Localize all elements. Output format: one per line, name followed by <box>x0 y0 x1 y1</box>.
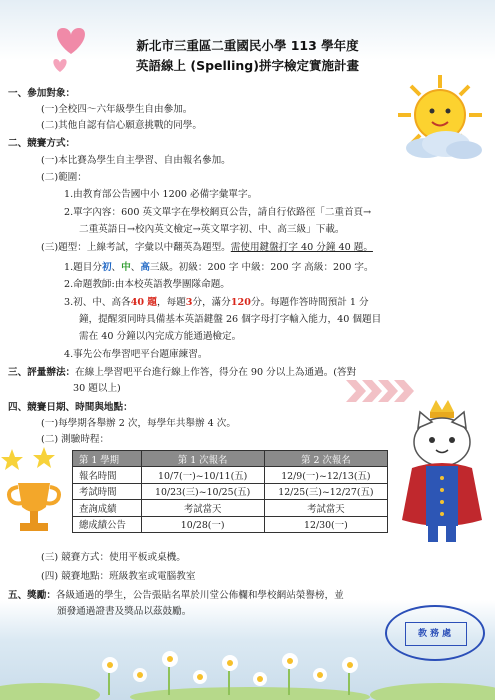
section-3-text: 30 題以上) <box>73 383 121 394</box>
section-1-item: (二)其他自認有信心願意挑戰的同學。 <box>41 120 202 131</box>
table-row <box>73 500 388 516</box>
schedule-table <box>72 450 388 533</box>
section-5-heading: 五、獎勵： <box>8 590 56 601</box>
table-cell: 12/30(一) <box>264 516 387 532</box>
table-cell: 考試時間 <box>73 483 142 499</box>
section-2-item: (二)範圍： <box>41 172 87 183</box>
seal-label: 教務處 <box>405 622 467 646</box>
level-intermediate: 中 <box>121 262 131 273</box>
section-5-text: 頒發通過證書及獎品以茲鼓勵。 <box>57 606 192 617</box>
section-2-subitem: 2.命題教師:由本校英語教學團隊命題。 <box>64 279 230 290</box>
section-2-item: (一)本比賽為學生自主學習、自由報名參加。 <box>41 155 231 166</box>
table-header-cell: 第 1 學期 <box>73 451 142 467</box>
scoring-text: 分。每題作答時間預計 1 分 <box>250 297 369 308</box>
table-cell: 10/23(三)~10/25(五) <box>141 483 264 499</box>
table-cell: 考試當天 <box>141 500 264 516</box>
page-subtitle: 英語線上 (Spelling)拼字檢定實施計畫 <box>136 58 359 73</box>
points-per-question: 3 <box>185 297 193 308</box>
table-cell: 查詢成績 <box>73 500 142 516</box>
sun-icon <box>380 70 490 165</box>
table-cell: 12/25(三)~12/27(五) <box>264 483 387 499</box>
table-row <box>73 467 388 483</box>
table-header-cell: 第 1 次報名 <box>141 451 264 467</box>
table-cell: 考試當天 <box>264 500 387 516</box>
level-elementary: 初 <box>101 262 112 273</box>
scoring-text: 分，滿分 <box>192 297 231 308</box>
section-4-item: (二) 測驗時程： <box>41 434 110 445</box>
table-cell: 10/7(一)~10/11(五) <box>141 467 264 483</box>
section-2-subitem: 2.單字內容：600 英文單字在學校網頁公告，請自行依路徑「二重首頁→ <box>64 207 372 218</box>
table-cell: 總成績公告 <box>73 516 142 532</box>
section-4-item: (四) 競賽地點：班級教室或電腦教室 <box>41 571 196 582</box>
table-row <box>73 483 388 499</box>
section-4-heading: 四、競賽日期、時間與地點： <box>8 402 133 413</box>
table-cell: 報名時間 <box>73 467 142 483</box>
section-1-heading: 一、參加對象： <box>8 88 76 99</box>
table-header-cell: 第 2 次報名 <box>264 451 387 467</box>
table-row <box>73 516 388 532</box>
section-4-item: (一)每學期各舉辦 2 次，每學年共舉辦 4 次。 <box>41 418 236 429</box>
scoring-text: 3.初、中、高各 <box>64 297 131 308</box>
section-2-subitem: 需在 40 分鐘以內完成方能通過檢定。 <box>79 331 242 342</box>
arrows-decoration-icon <box>346 380 420 402</box>
section-2-subitem: 二重英語日→校內英文檢定→英文單字初、中、高三級」下載。 <box>79 224 345 235</box>
section-3-heading: 三、評量辦法： <box>8 367 76 378</box>
question-type-text: (三)題型：上線考試，字彙以中翻英為題型。 <box>41 242 231 253</box>
section-4-item: (三) 競賽方式：使用平板或桌機。 <box>41 552 186 563</box>
section-2-subitem: 鐘，提醒須同時具備基本英語鍵盤 26 個字母打字輸入能力，40 個題目 <box>79 314 382 325</box>
scoring-text: ，每題 <box>157 297 186 308</box>
keyboard-requirement-text: 需使用鍵盤打字 40 分鐘 40 題。 <box>230 242 373 253</box>
section-3-text: 在線上學習吧平台進行線上作答，得分在 90 分以上為通過。(答對 <box>75 367 357 378</box>
level-advanced: 高 <box>140 262 150 273</box>
section-2-item <box>41 242 373 254</box>
section-2-subitem: 4.事先公布學習吧平台題庫練習。 <box>64 349 208 360</box>
levels-prefix: 1.題目分 <box>64 262 102 273</box>
full-score: 120 <box>230 297 251 308</box>
table-cell: 10/28(一) <box>141 516 264 532</box>
section-1-item: (一)全校四～六年級學生自由參加。 <box>41 104 193 115</box>
section-3-line <box>8 367 356 379</box>
levels-suffix: 三級。初級：200 字 中級：200 字 高級：200 字。 <box>149 262 374 273</box>
cat-king-icon <box>390 400 490 560</box>
levels-line: 1.題目分初、中、高三級。初級：200 字 中級：200 字 高級：200 字。 <box>64 262 374 273</box>
section-5-line <box>8 590 344 602</box>
scoring-line <box>64 297 369 309</box>
table-cell: 12/9(一)~12/13(五) <box>264 467 387 483</box>
question-count: 40 題 <box>130 297 158 308</box>
section-5-text: 各級通過的學生，公告張貼名單於川堂公佈欄和學校網站榮譽榜，並 <box>55 590 344 601</box>
page-title: 新北市三重區二重國民小學 113 學年度 <box>136 38 359 53</box>
trophy-icon <box>0 445 68 540</box>
section-2-subitem: 1.由教育部公告國中小 1200 必備字彙單字。 <box>64 189 258 200</box>
section-2-heading: 二、競賽方式： <box>8 138 76 149</box>
table-header-row <box>73 451 388 467</box>
